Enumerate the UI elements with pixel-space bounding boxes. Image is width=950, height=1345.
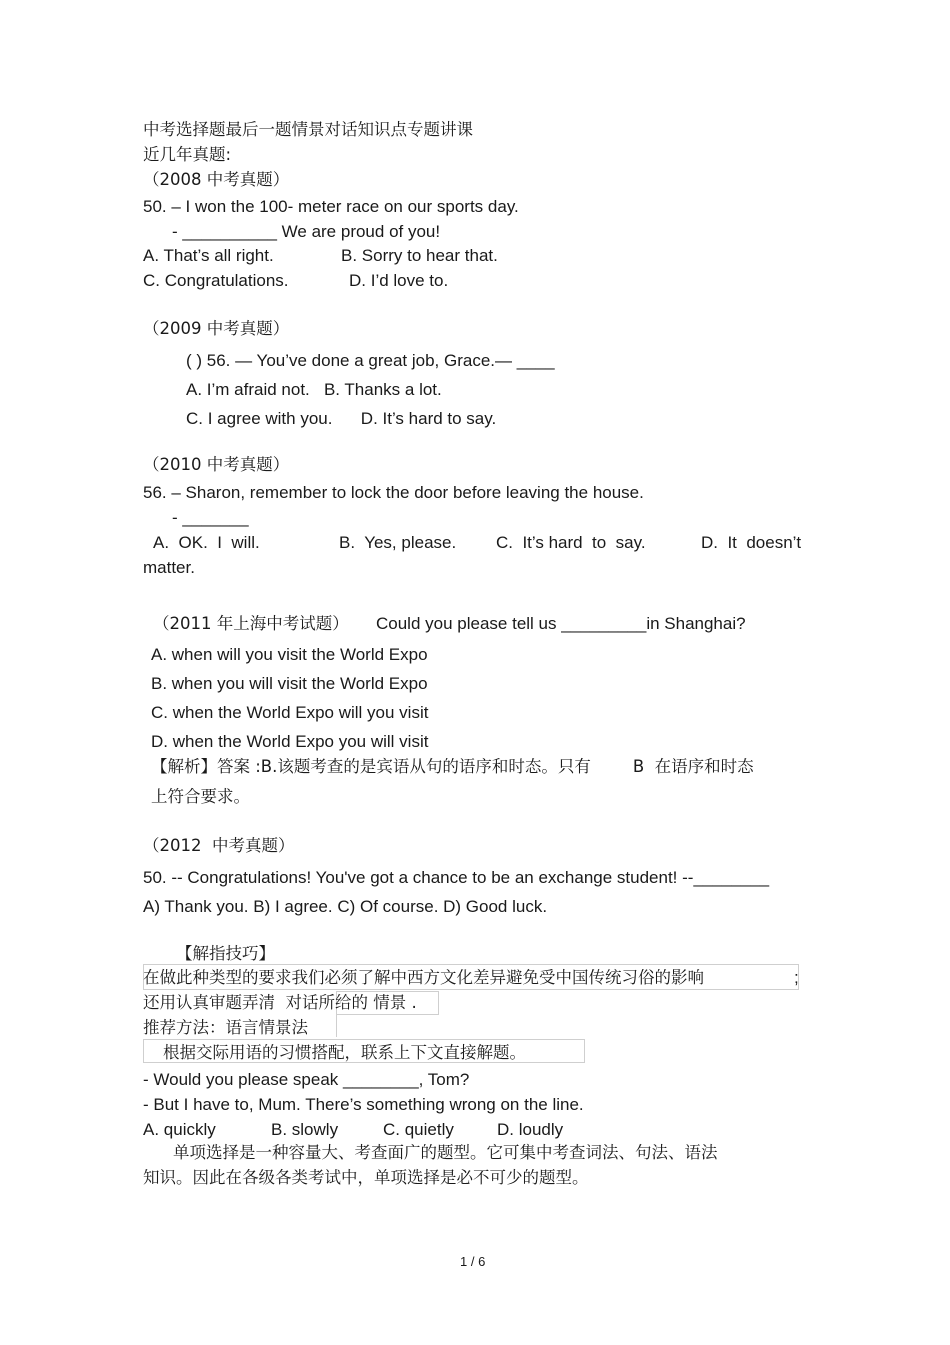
q2008-blank: - __________ We are proud of you! xyxy=(172,222,441,241)
tips-method: 推荐方法：语言情景法 xyxy=(143,1018,308,1037)
example-option-d: D. loudly xyxy=(497,1120,564,1139)
q2010-blank: - _______ xyxy=(172,508,249,527)
q2012-header: （2012 中考真题） xyxy=(143,836,295,855)
q2009-question: ( ) 56. — You’ve done a great job, Grace.— ____ xyxy=(186,351,555,370)
tips-line1: 在做此种类型的要求我们必须了解中西方文化差异避免受中国传统习俗的影响 xyxy=(143,968,704,987)
q2010-header: （2010 中考真题） xyxy=(143,455,290,474)
closing-line1: 单项选择是一种容量大、考查面广的题型。它可集中考查词法、句法、语法 xyxy=(173,1143,718,1162)
q2011-option-d: D. when the World Expo you will visit xyxy=(151,732,429,751)
q2008-header: （2008 中考真题） xyxy=(143,170,290,189)
example-question-1: - Would you please speak ________, Tom? xyxy=(143,1070,470,1089)
example-option-c: C. quietly xyxy=(383,1120,454,1139)
closing-line2: 知识。因此在各级各类考试中，单项选择是必不可少的题型。 xyxy=(143,1168,589,1187)
q2008-option-a: A. That’s all right. xyxy=(143,246,274,265)
q2011-header: （2011 年上海中考试题） xyxy=(153,614,349,633)
document-title: 中考选择题最后一题情景对话知识点专题讲课 xyxy=(143,120,473,139)
tips-line1-end: ; xyxy=(794,968,799,987)
q2010-question: 56. – Sharon, remember to lock the door before leaving the house. xyxy=(143,483,644,502)
q2008-option-d: D. I’d love to. xyxy=(349,271,449,290)
q2010-option-a: A. OK. I will. xyxy=(153,533,260,552)
q2011-analysis-line2: 上符合要求。 xyxy=(151,787,250,806)
q2008-question: 50. – I won the 100- meter race on our sports day. xyxy=(143,197,519,216)
q2010-option-d: D. It doesn’t xyxy=(701,533,802,552)
q2008-option-b: B. Sorry to hear that. xyxy=(341,246,498,265)
q2008-option-c: C. Congratulations. xyxy=(143,271,289,290)
q2011-analysis-line1: 【解析】答案 :B.该题考查的是宾语从句的语序和时态。只有 B 在语序和时态 xyxy=(151,757,754,776)
q2011-question: Could you please tell us _________in Shanghai? xyxy=(376,614,746,633)
tips-header: 【解指技巧】 xyxy=(176,944,275,963)
q2012-options: A) Thank you. B) I agree. C) Of course. D) Good luck. xyxy=(143,897,548,916)
example-option-b: B. slowly xyxy=(271,1120,339,1139)
example-option-a: A. quickly xyxy=(143,1120,216,1139)
q2011-option-b: B. when you will visit the World Expo xyxy=(151,674,428,693)
q2012-question: 50. -- Congratulations! You've got a chance to be an exchange student! --________ xyxy=(143,868,770,887)
q2011-option-a: A. when will you visit the World Expo xyxy=(151,645,428,664)
tips-method-desc: 根据交际用语的习惯搭配，联系上下文直接解题。 xyxy=(163,1043,526,1062)
q2009-options-cd: C. I agree with you. D. It’s hard to say. xyxy=(186,409,497,428)
q2010-option-c: C. It’s hard to say. xyxy=(496,533,646,552)
tips-line2: 还用认真审题弄清 对话所给的 情景 . xyxy=(143,993,417,1012)
q2009-options-ab: A. I’m afraid not. B. Thanks a lot. xyxy=(186,380,442,399)
example-question-2: - But I have to, Mum. There’s something wrong on the line. xyxy=(143,1095,584,1114)
q2010-option-b: B. Yes, please. xyxy=(339,533,457,552)
document-subtitle: 近几年真题: xyxy=(143,145,232,164)
q2011-option-c: C. when the World Expo will you visit xyxy=(151,703,429,722)
q2009-header: （2009 中考真题） xyxy=(143,319,290,338)
q2010-option-d-cont: matter. xyxy=(143,558,195,577)
tips-box-3 xyxy=(336,1015,339,1037)
page-number: 1 / 6 xyxy=(460,1254,486,1269)
